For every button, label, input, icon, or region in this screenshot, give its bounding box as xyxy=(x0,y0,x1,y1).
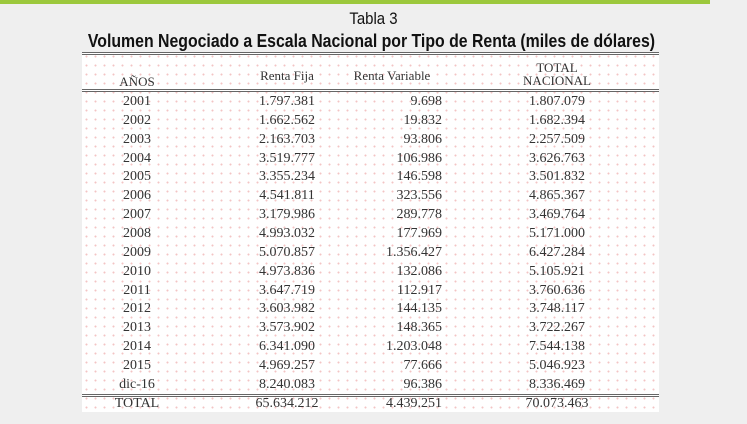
cell-renta-fija: 4.541.811 xyxy=(259,188,315,204)
table-row xyxy=(82,92,659,111)
table-row xyxy=(82,130,659,149)
cell-year: 2009 xyxy=(123,244,151,260)
cell-year: 2011 xyxy=(123,282,151,298)
cell-total-nacional: 8.336.469 xyxy=(529,376,585,392)
cell-renta-variable: 144.135 xyxy=(396,301,442,317)
cell-total-nacional: 3.748.117 xyxy=(529,301,585,317)
table-row xyxy=(82,375,659,394)
cell-renta-fija: 3.355.234 xyxy=(259,169,315,185)
cell-renta-variable: 9.698 xyxy=(410,94,442,109)
cell-renta-variable: 19.832 xyxy=(403,112,442,128)
cell-renta-variable: 289.778 xyxy=(396,207,442,223)
cell-renta-fija: 2.163.703 xyxy=(259,131,315,147)
cell-total-nacional: 5.171.000 xyxy=(529,225,585,241)
cell-renta-variable: 77.666 xyxy=(403,357,442,373)
cell-renta-fija: 1.662.562 xyxy=(259,112,315,128)
cell-renta-variable: 148.365 xyxy=(396,320,442,336)
cell-total-nacional: 5.046.923 xyxy=(529,357,585,373)
table-title: Tabla 3 xyxy=(349,9,398,28)
cell-renta-fija: 3.603.982 xyxy=(259,301,315,317)
cell-renta-variable: 1.203.048 xyxy=(386,339,442,355)
table-row xyxy=(82,243,659,262)
cell-total-nacional: 5.105.921 xyxy=(529,263,585,279)
cell-total-nacional: 1.807.079 xyxy=(529,94,585,109)
table-row xyxy=(82,337,659,356)
header-renta-fija: Renta Fija xyxy=(260,68,314,83)
cell-renta-fija: 4.973.836 xyxy=(259,263,315,279)
table-row xyxy=(82,167,659,186)
header-total: TOTAL xyxy=(536,60,578,75)
cell-renta-variable: 323.556 xyxy=(396,188,442,204)
table-row xyxy=(82,281,659,300)
cell-total-nacional: 2.257.509 xyxy=(529,131,585,147)
cell-year: 2007 xyxy=(123,207,151,223)
cell-year: 2005 xyxy=(123,169,151,185)
cell-year: 2013 xyxy=(123,320,151,336)
table-row xyxy=(82,111,659,130)
cell-total-nacional: 4.865.367 xyxy=(529,188,585,204)
table-row xyxy=(82,262,659,281)
total-nacional: 70.073.463 xyxy=(525,396,589,411)
cell-renta-variable: 146.598 xyxy=(396,169,442,185)
table-row xyxy=(82,149,659,168)
cell-total-nacional: 6.427.284 xyxy=(529,244,585,260)
total-row xyxy=(82,394,659,413)
cell-year: 2002 xyxy=(123,112,151,128)
table-row xyxy=(82,356,659,375)
table-row xyxy=(82,186,659,205)
cell-renta-fija: 3.179.986 xyxy=(259,207,315,223)
table-row xyxy=(82,205,659,224)
cell-renta-fija: 1.797.381 xyxy=(259,94,315,109)
cell-year: 2003 xyxy=(123,131,151,147)
cell-renta-variable: 177.969 xyxy=(396,225,442,241)
cell-renta-fija: 4.993.032 xyxy=(259,225,315,241)
data-table xyxy=(82,52,659,412)
cell-renta-variable: 1.356.427 xyxy=(386,244,442,260)
cell-total-nacional: 3.469.764 xyxy=(529,207,585,223)
cell-renta-variable: 132.086 xyxy=(396,263,442,279)
cell-total-nacional: 3.722.267 xyxy=(529,320,585,336)
total-label: TOTAL xyxy=(114,396,160,411)
cell-renta-variable: 93.806 xyxy=(403,131,442,147)
cell-renta-fija: 4.969.257 xyxy=(259,357,315,373)
cell-year: 2004 xyxy=(123,150,151,166)
top-rule xyxy=(82,52,659,55)
table-subtitle: Volumen Negociado a Escala Nacional por Tipo de Renta (miles de dólares) xyxy=(87,31,656,51)
cell-year: dic-16 xyxy=(119,376,155,392)
cell-year: 2012 xyxy=(123,301,151,317)
cell-renta-fija: 5.070.857 xyxy=(259,244,315,260)
table-row xyxy=(82,224,659,243)
cell-year: 2001 xyxy=(123,94,151,109)
cell-year: 2006 xyxy=(123,188,151,204)
cell-renta-variable: 112.917 xyxy=(397,282,442,298)
cell-year: 2010 xyxy=(123,263,151,279)
table-row xyxy=(82,318,659,337)
cell-renta-fija: 3.573.902 xyxy=(259,320,315,336)
cell-renta-fija: 3.519.777 xyxy=(259,150,315,166)
cell-renta-variable: 106.986 xyxy=(396,150,442,166)
header-anos: AÑOS xyxy=(119,74,155,89)
cell-year: 2015 xyxy=(123,357,151,373)
header-renta-variable: Renta Variable xyxy=(353,68,431,83)
header-nacional: NACIONAL xyxy=(523,73,591,88)
cell-total-nacional: 1.682.394 xyxy=(529,112,585,128)
cell-renta-variable: 96.386 xyxy=(403,376,442,392)
cell-year: 2008 xyxy=(123,225,151,241)
green-header-bar xyxy=(0,0,710,4)
cell-total-nacional: 7.544.138 xyxy=(529,339,585,355)
total-fija: 65.634.212 xyxy=(255,396,319,411)
cell-total-nacional: 3.626.763 xyxy=(529,150,585,166)
cell-renta-fija: 3.647.719 xyxy=(259,282,315,298)
cell-renta-fija: 6.341.090 xyxy=(259,339,315,355)
cell-total-nacional: 3.760.636 xyxy=(529,282,585,298)
cell-year: 2014 xyxy=(123,339,151,355)
table-row xyxy=(82,299,659,318)
total-variable: 4.439.251 xyxy=(386,396,442,411)
cell-renta-fija: 8.240.083 xyxy=(259,376,315,392)
cell-total-nacional: 3.501.832 xyxy=(529,169,585,185)
